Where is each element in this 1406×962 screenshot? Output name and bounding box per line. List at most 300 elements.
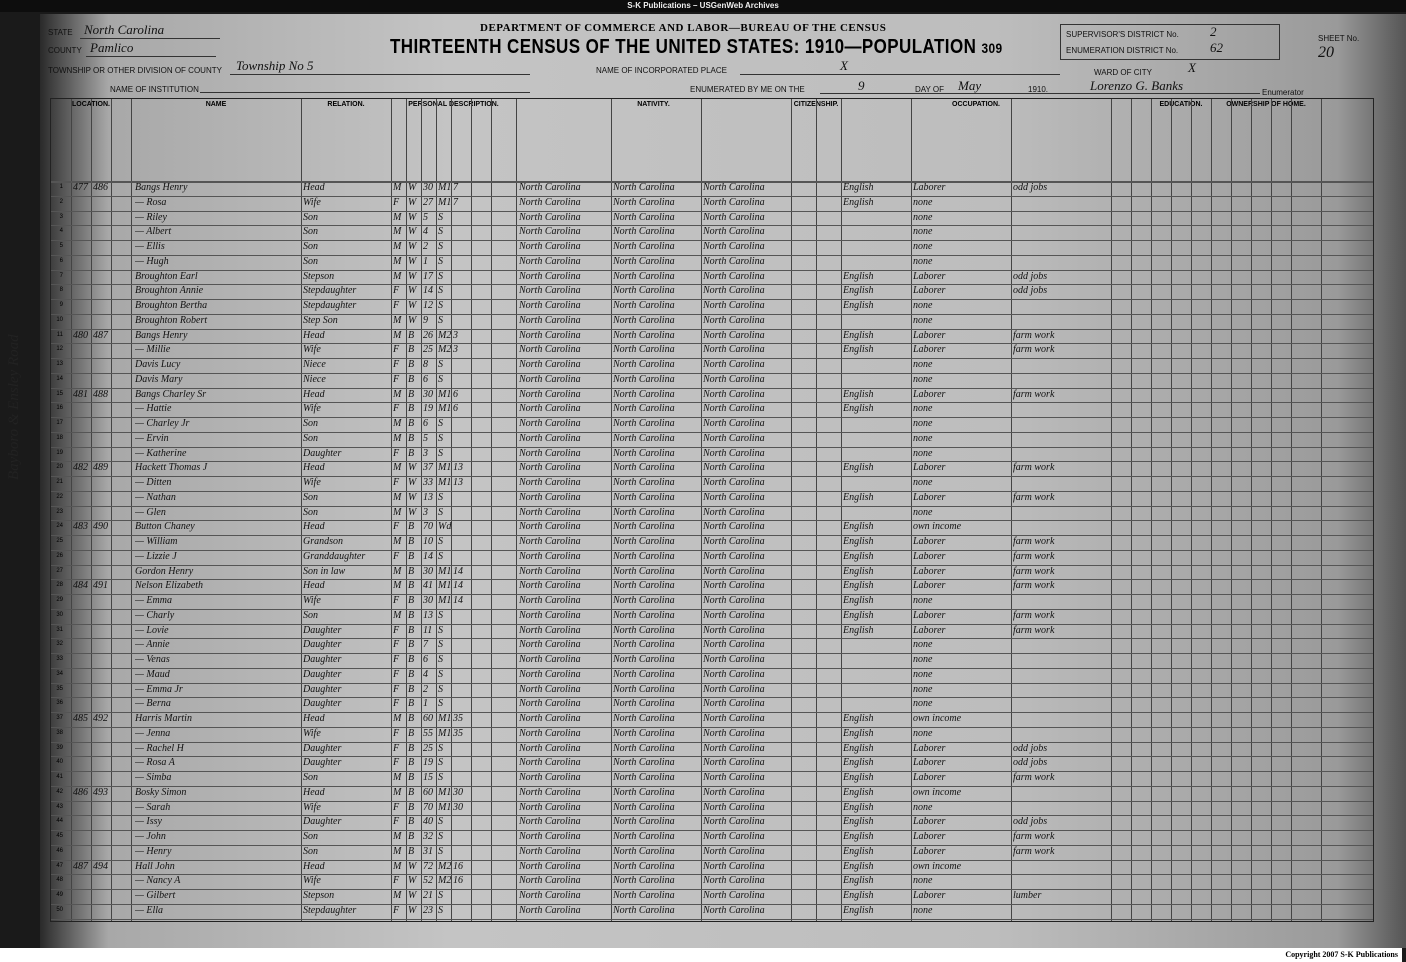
cell-ind: farm work [1013, 831, 1055, 842]
cell-name: — Annie [135, 639, 170, 651]
cell-rel: Wife [303, 727, 321, 739]
cell-father: North Carolina [613, 565, 675, 577]
cell-place: North Carolina [519, 801, 581, 813]
sheet-label: SHEET No. [1318, 34, 1360, 43]
cell-sex: F [393, 757, 400, 769]
enumerated-label: ENUMERATED BY ME ON THE [690, 85, 805, 94]
cell-mar: S [438, 373, 443, 385]
cell-sex: F [393, 477, 400, 488]
cell-mar: S [438, 241, 443, 252]
cell-place: North Carolina [519, 580, 581, 592]
cell-fam: 494 [93, 860, 108, 872]
cell-name: — Albert [135, 226, 172, 238]
row-number: 50 [56, 906, 63, 913]
cell-yrs: 35 [453, 727, 463, 739]
cell-sex: F [393, 196, 400, 208]
row-number: 14 [56, 375, 63, 382]
cell-race: W [408, 890, 417, 901]
cell-father: North Carolina [613, 521, 675, 533]
cell-father: North Carolina [613, 300, 675, 311]
cell-race: W [408, 491, 417, 503]
cell-name: Bangs Henry [135, 329, 188, 341]
cell-race: B [408, 565, 415, 577]
cell-place: North Carolina [519, 506, 581, 518]
cell-mother: North Carolina [703, 860, 765, 872]
cell-rel: Stepson [303, 270, 335, 282]
cell-trade: none [913, 477, 933, 488]
cell-mar: S [438, 506, 443, 518]
cell-name: Button Chaney [135, 521, 195, 533]
cell-age: 40 [423, 816, 433, 828]
cell-trade: none [913, 727, 933, 739]
column-rule [491, 99, 492, 921]
cell-race: B [408, 772, 415, 783]
cell-dw: 477 [73, 182, 88, 193]
cell-age: 14 [423, 550, 433, 562]
row-number: 18 [56, 434, 63, 441]
row-number: 49 [56, 892, 63, 898]
cell-mother: North Carolina [703, 727, 765, 739]
cell-name: — Emma Jr [135, 683, 183, 695]
cell-race: B [408, 329, 415, 341]
cell-trade: Laborer [913, 772, 946, 783]
cell-sex: F [393, 285, 400, 297]
cell-ind: farm work [1013, 329, 1055, 341]
cell-father: North Carolina [613, 609, 675, 621]
cell-rel: Stepson [303, 890, 335, 901]
cell-rel: Daughter [303, 668, 342, 680]
cell-rel: Son [303, 255, 318, 267]
cell-name: — Issy [135, 816, 162, 828]
cell-ind: farm work [1013, 624, 1055, 636]
cell-father: North Carolina [613, 816, 675, 828]
column-rule [1111, 99, 1112, 921]
cell-trade: Laborer [913, 845, 946, 857]
cell-fam: 488 [93, 388, 108, 400]
cell-father: North Carolina [613, 904, 675, 916]
cell-mother: North Carolina [703, 550, 765, 562]
cell-sex: F [393, 595, 400, 606]
row-number: 29 [56, 597, 63, 603]
cell-trade: Laborer [913, 462, 946, 474]
cell-mar: M1 [438, 388, 452, 400]
cell-race: B [408, 801, 415, 813]
cell-mar: M1 [438, 727, 452, 739]
cell-lang: English [843, 595, 874, 606]
row-number: 9 [59, 302, 63, 308]
cell-place: North Carolina [519, 373, 581, 385]
enumerator-name: Lorenzo G. Banks [1090, 78, 1184, 93]
cell-name: — Rosa A [135, 757, 175, 769]
cell-lang: English [843, 845, 874, 857]
row-number: 7 [59, 272, 63, 279]
cell-mar: M2 [438, 329, 452, 341]
cell-lang: English [843, 550, 874, 562]
cell-race: B [408, 580, 415, 592]
cell-mother: North Carolina [703, 816, 765, 828]
cell-name: — Nancy A [135, 875, 181, 887]
cell-rel: Daughter [303, 816, 342, 828]
cell-father: North Carolina [613, 314, 675, 326]
cell-trade: own income [913, 521, 962, 533]
cell-age: 72 [423, 860, 433, 872]
cell-age: 3 [423, 506, 428, 518]
cell-race: B [408, 831, 415, 842]
cell-trade: own income [913, 713, 962, 724]
cell-trade: Laborer [913, 624, 946, 636]
cell-name: — Henry [135, 845, 172, 857]
cell-name: — William [135, 536, 178, 547]
header-location: LOCATION. [72, 101, 110, 108]
cell-race: B [408, 418, 415, 429]
cell-age: 10 [423, 536, 433, 547]
cell-rel: Son [303, 211, 318, 223]
cell-trade: Laborer [913, 344, 946, 356]
cell-trade: none [913, 683, 933, 695]
cell-trade: none [913, 211, 933, 223]
cell-mother: North Carolina [703, 196, 765, 208]
cell-sex: M [393, 713, 402, 724]
cell-father: North Carolina [613, 875, 675, 887]
cell-age: 3 [423, 447, 428, 459]
cell-name: — Charley Jr [135, 418, 190, 429]
cell-mar: M1 [438, 182, 452, 193]
cell-fam: 492 [93, 713, 108, 724]
cell-yrs: 14 [453, 580, 463, 592]
cell-dw: 484 [73, 580, 88, 592]
cell-place: North Carolina [519, 683, 581, 695]
cell-place: North Carolina [519, 890, 581, 901]
cell-mother: North Carolina [703, 565, 765, 577]
cell-lang: English [843, 536, 874, 547]
cell-father: North Carolina [613, 388, 675, 400]
cell-mother: North Carolina [703, 595, 765, 606]
cell-trade: none [913, 654, 933, 665]
cell-yrs: 13 [453, 477, 463, 488]
cell-sex: F [393, 683, 400, 695]
cell-age: 25 [423, 742, 433, 754]
cell-mar: M1 [438, 580, 452, 592]
cell-trade: none [913, 875, 933, 887]
cell-yrs: 14 [453, 565, 463, 577]
cell-sex: M [393, 388, 402, 400]
cell-name: Bosky Simon [135, 786, 187, 798]
sheet-value: 20 [1318, 44, 1334, 61]
row-number: 36 [56, 700, 63, 707]
cell-father: North Carolina [613, 550, 675, 562]
cell-father: North Carolina [613, 241, 675, 252]
cell-rel: Stepdaughter [303, 285, 357, 297]
cell-mother: North Carolina [703, 772, 765, 783]
cell-mar: Wd [438, 521, 452, 533]
cell-age: 9 [423, 314, 428, 326]
cell-mother: North Carolina [703, 285, 765, 297]
cell-place: North Carolina [519, 624, 581, 636]
cell-lang: English [843, 580, 874, 592]
cell-ind: odd jobs [1013, 285, 1048, 297]
column-rule [301, 99, 302, 921]
cell-trade: none [913, 226, 933, 238]
row-number: 10 [56, 316, 63, 323]
cell-rel: Daughter [303, 698, 342, 710]
cell-father: North Carolina [613, 196, 675, 208]
column-rule [436, 99, 437, 921]
cell-place: North Carolina [519, 182, 581, 193]
cell-place: North Carolina [519, 196, 581, 208]
cell-trade: none [913, 698, 933, 710]
supervisor-district-value: 2 [1210, 24, 1217, 39]
cell-race: W [408, 462, 417, 474]
cell-lang: English [843, 300, 874, 311]
cell-lang: English [843, 521, 874, 533]
cell-mar: S [438, 668, 443, 680]
cell-trade: Laborer [913, 580, 946, 592]
ward-label: WARD OF CITY [1094, 68, 1152, 77]
cell-mother: North Carolina [703, 786, 765, 798]
cell-mother: North Carolina [703, 904, 765, 916]
cell-father: North Carolina [613, 462, 675, 474]
cell-mar: S [438, 300, 443, 311]
cell-mother: North Carolina [703, 211, 765, 223]
cell-mar: S [438, 757, 443, 769]
township-value: Township No 5 [236, 58, 314, 73]
cell-place: North Carolina [519, 536, 581, 547]
cell-mother: North Carolina [703, 609, 765, 621]
cell-sex: M [393, 609, 402, 621]
cell-age: 2 [423, 683, 428, 695]
day-of-label: DAY OF [915, 85, 945, 94]
cell-sex: M [393, 211, 402, 223]
cell-place: North Carolina [519, 270, 581, 282]
cell-ind: farm work [1013, 344, 1055, 356]
column-rule [791, 99, 792, 921]
cell-lang: English [843, 831, 874, 842]
cell-age: 8 [423, 359, 428, 370]
cell-race: W [408, 477, 417, 488]
column-rule [391, 99, 392, 921]
cell-trade: none [913, 904, 933, 916]
cell-race: W [408, 196, 417, 208]
cell-rel: Stepdaughter [303, 904, 357, 916]
cell-ind: farm work [1013, 580, 1055, 592]
cell-trade: Laborer [913, 491, 946, 503]
column-rule [421, 99, 422, 921]
cell-rel: Grandson [303, 536, 344, 547]
cell-lang: English [843, 742, 874, 754]
cell-father: North Carolina [613, 580, 675, 592]
cell-place: North Carolina [519, 300, 581, 311]
cell-name: Hall John [135, 860, 175, 872]
cell-rel: Daughter [303, 624, 342, 636]
cell-sex: M [393, 506, 402, 518]
cell-sex: M [393, 786, 402, 798]
cell-father: North Carolina [613, 668, 675, 680]
cell-mar: M1 [438, 196, 452, 208]
cell-rel: Son in law [303, 565, 346, 577]
cell-father: North Carolina [613, 344, 675, 356]
cell-place: North Carolina [519, 447, 581, 459]
cell-age: 13 [423, 491, 433, 503]
cell-mother: North Carolina [703, 314, 765, 326]
cell-mother: North Carolina [703, 329, 765, 341]
cell-father: North Carolina [613, 831, 675, 842]
cell-lang: English [843, 890, 874, 901]
cell-age: 70 [423, 801, 433, 813]
cell-yrs: 16 [453, 860, 463, 872]
cell-trade: Laborer [913, 270, 946, 282]
row-number: 20 [56, 464, 63, 471]
row-number: 13 [56, 361, 63, 367]
cell-race: W [408, 241, 417, 252]
cell-place: North Carolina [519, 565, 581, 577]
row-number: 3 [59, 213, 63, 220]
cell-place: North Carolina [519, 521, 581, 533]
cell-place: North Carolina [519, 772, 581, 783]
cell-race: B [408, 654, 415, 665]
column-rule [1011, 99, 1012, 921]
cell-rel: Son [303, 845, 318, 857]
cell-rel: Son [303, 609, 318, 621]
column-rule [1211, 99, 1212, 921]
column-rule [1291, 99, 1292, 921]
cell-fam: 487 [93, 329, 108, 341]
cell-age: 30 [423, 388, 433, 400]
cell-father: North Carolina [613, 418, 675, 429]
cell-mar: S [438, 550, 443, 562]
institution-label: NAME OF INSTITUTION [110, 85, 199, 94]
cell-place: North Carolina [519, 742, 581, 754]
cell-place: North Carolina [519, 595, 581, 606]
cell-rel: Daughter [303, 683, 342, 695]
cell-lang: English [843, 285, 874, 297]
cell-dw: 480 [73, 329, 88, 341]
cell-sex: M [393, 536, 402, 547]
cell-father: North Carolina [613, 536, 675, 547]
cell-race: B [408, 403, 415, 415]
cell-mother: North Carolina [703, 226, 765, 238]
enumeration-district-value: 62 [1210, 40, 1223, 55]
cell-rel: Son [303, 506, 318, 518]
cell-sex: M [393, 890, 402, 901]
cell-mother: North Carolina [703, 344, 765, 356]
cell-sex: F [393, 521, 400, 533]
cell-mar: S [438, 536, 443, 547]
cell-fam: 491 [93, 580, 108, 592]
cell-place: North Carolina [519, 344, 581, 356]
cell-mother: North Carolina [703, 359, 765, 370]
cell-mother: North Carolina [703, 639, 765, 651]
enumerated-month: May [958, 78, 982, 93]
cell-lang: English [843, 403, 874, 415]
cell-age: 6 [423, 373, 428, 385]
cell-sex: F [393, 447, 400, 459]
county-label: COUNTY [48, 46, 82, 55]
cell-race: W [408, 285, 417, 297]
cell-name: — Simba [135, 772, 172, 783]
cell-name: — Glen [135, 506, 166, 518]
cell-sex: F [393, 359, 400, 370]
cell-lang: English [843, 904, 874, 916]
cell-race: B [408, 521, 415, 533]
cell-name: Broughton Annie [135, 285, 204, 297]
row-number: 30 [56, 611, 63, 618]
cell-mother: North Carolina [703, 890, 765, 901]
cell-name: — Lovie [135, 624, 169, 636]
cell-sex: M [393, 831, 402, 842]
row-number: 48 [56, 877, 63, 884]
cell-rel: Head [303, 182, 325, 193]
cell-rel: Daughter [303, 447, 342, 459]
cell-ind: farm work [1013, 462, 1055, 474]
cell-name: — Jenna [135, 727, 171, 739]
cell-trade: Laborer [913, 550, 946, 562]
cell-father: North Carolina [613, 683, 675, 695]
cell-lang: English [843, 462, 874, 474]
cell-name: Gordon Henry [135, 565, 194, 577]
cell-name: Davis Mary [135, 373, 183, 385]
cell-rel: Head [303, 786, 325, 798]
cell-mother: North Carolina [703, 432, 765, 444]
cell-trade: none [913, 373, 933, 385]
cell-sex: M [393, 226, 402, 238]
cell-ind: farm work [1013, 845, 1055, 857]
cell-trade: none [913, 595, 933, 606]
column-rule [1131, 99, 1132, 921]
cell-mother: North Carolina [703, 255, 765, 267]
cell-race: B [408, 698, 415, 710]
cell-yrs: 13 [453, 462, 463, 474]
cell-race: B [408, 609, 415, 621]
row-number: 33 [56, 656, 63, 662]
cell-trade: none [913, 432, 933, 444]
cell-age: 2 [423, 241, 428, 252]
row-number: 25 [56, 538, 63, 544]
cell-age: 15 [423, 772, 433, 783]
township-line [230, 74, 530, 75]
cell-age: 4 [423, 668, 428, 680]
cell-father: North Carolina [613, 772, 675, 783]
cell-place: North Carolina [519, 359, 581, 370]
row-number: 15 [56, 390, 63, 397]
row-number: 46 [56, 847, 63, 854]
cell-race: B [408, 388, 415, 400]
header-name: NAME [205, 101, 227, 108]
cell-mar: S [438, 683, 443, 695]
row-number: 6 [59, 257, 63, 264]
row-number: 27 [56, 567, 63, 574]
row-number: 26 [56, 552, 63, 559]
cell-lang: English [843, 786, 874, 798]
cell-sex: F [393, 668, 400, 680]
cell-mother: North Carolina [703, 742, 765, 754]
cell-father: North Carolina [613, 639, 675, 651]
cell-father: North Carolina [613, 742, 675, 754]
cell-age: 23 [423, 904, 433, 916]
cell-dw: 485 [73, 713, 88, 724]
cell-rel: Head [303, 521, 325, 533]
county-line [86, 56, 216, 57]
cell-place: North Carolina [519, 860, 581, 872]
cell-mar: S [438, 816, 443, 828]
cell-yrs: 3 [453, 329, 458, 341]
cell-mar: S [438, 624, 443, 636]
cell-age: 1 [423, 255, 428, 267]
place-label: NAME OF INCORPORATED PLACE [596, 66, 727, 75]
state-line [80, 38, 220, 39]
cell-rel: Stepdaughter [303, 300, 357, 311]
cell-name: Nelson Elizabeth [135, 580, 204, 592]
cell-name: Harris Martin [135, 713, 192, 724]
